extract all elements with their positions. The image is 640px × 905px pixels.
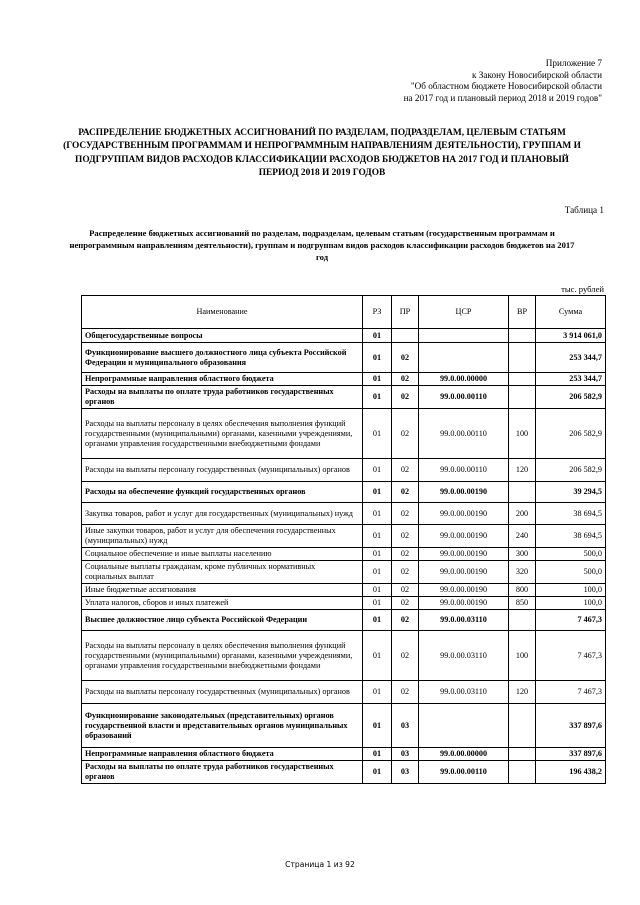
cell-rz: 01 xyxy=(363,561,392,584)
budget-table xyxy=(81,295,606,784)
table-row xyxy=(82,503,606,525)
cell-rz: 01 xyxy=(363,748,392,761)
document-title: РАСПРЕДЕЛЕНИЕ БЮДЖЕТНЫХ АССИГНОВАНИЙ ПО РАЗДЕЛАМ, ПОДРАЗДЕЛАМ, ЦЕЛЕВЫМ СТАТЬЯМ (ГОСУДАРСТВЕННЫМ ПРОГРАММАМ И НЕПРОГРАММНЫМ НАПРАВЛЕНИЯМ ДЕЯТЕЛЬНОСТИ), ГРУППАМ И ПОДГРУППАМ ВИДОВ РАСХОДОВ КЛАССИФИКАЦИИ РАСХОДОВ БЮДЖЕТОВ НА 2017 ГОД И ПЛАНОВЫЙ ПЕРИОД 2018 И 2019 ГОДОВ xyxy=(63,128,581,178)
cell-vr xyxy=(509,610,536,631)
cell-csr: 99.0.00.00000 xyxy=(419,748,509,761)
table-header-row xyxy=(82,296,606,329)
cell-sum: 337 897,6 xyxy=(536,748,606,761)
header-csr: ЦСР xyxy=(419,296,509,329)
cell-rz: 01 xyxy=(363,329,392,343)
table-row xyxy=(82,525,606,548)
cell-csr xyxy=(419,704,509,748)
cell-vr xyxy=(509,329,536,343)
cell-rz: 01 xyxy=(363,548,392,561)
cell-name: Расходы на выплаты персоналу в целях обеспечения выполнения функций государственными (муниципальными) органами, казенными учреждениями, органами управления государственными внебюджетными фондами xyxy=(82,631,363,681)
cell-pr: 02 xyxy=(392,631,419,681)
cell-vr: 100 xyxy=(509,631,536,681)
table-row xyxy=(82,548,606,561)
cell-csr: 99.0.00.00190 xyxy=(419,525,509,548)
cell-vr xyxy=(509,704,536,748)
table-row xyxy=(82,631,606,681)
cell-rz: 01 xyxy=(363,386,392,409)
table-row xyxy=(82,597,606,610)
appendix-line: Приложение 7 xyxy=(545,58,602,68)
table-row xyxy=(82,386,606,409)
cell-pr: 02 xyxy=(392,525,419,548)
cell-name: Непрограммные направления областного бюджета xyxy=(82,748,363,761)
appendix-line: "Об областном бюджете Новосибирской области xyxy=(410,81,602,92)
cell-name: Иные закупки товаров, работ и услуг для обеспечения государственных (муниципальных) нужд xyxy=(82,525,363,548)
cell-pr: 02 xyxy=(392,373,419,386)
header-pr: ПР xyxy=(392,296,419,329)
table-row xyxy=(82,459,606,482)
cell-sum: 7 467,3 xyxy=(536,631,606,681)
cell-pr: 02 xyxy=(392,561,419,584)
cell-pr: 03 xyxy=(392,748,419,761)
cell-csr: 99.0.00.00110 xyxy=(419,386,509,409)
cell-csr: 99.0.00.00190 xyxy=(419,597,509,610)
cell-rz: 01 xyxy=(363,409,392,459)
cell-rz: 01 xyxy=(363,681,392,704)
cell-pr: 03 xyxy=(392,704,419,748)
cell-sum: 39 294,5 xyxy=(536,482,606,503)
cell-csr xyxy=(419,343,509,373)
cell-vr: 800 xyxy=(509,584,536,597)
cell-sum: 337 897,6 xyxy=(536,704,606,748)
cell-csr: 99.0.00.03110 xyxy=(419,681,509,704)
header-name: Наименование xyxy=(82,296,363,329)
units-label: тыс. рублей xyxy=(561,284,604,294)
cell-name: Расходы на выплаты по оплате труда работников государственных органов xyxy=(82,386,363,409)
cell-name: Непрограммные направления областного бюджета xyxy=(82,373,363,386)
cell-rz: 01 xyxy=(363,584,392,597)
cell-pr: 02 xyxy=(392,503,419,525)
cell-vr xyxy=(509,482,536,503)
cell-sum: 253 344,7 xyxy=(536,343,606,373)
cell-csr xyxy=(419,329,509,343)
table-row xyxy=(82,610,606,631)
cell-csr: 99.0.00.00190 xyxy=(419,548,509,561)
table-title: Распределение бюджетных ассигнований по разделам, подразделам, целевым статьям (государственным программам и непрограммным направлениям деятельности), группам и подгруппам видов расходов классификации расходов бюджетов на 2017 год xyxy=(69,228,575,262)
table-row xyxy=(82,681,606,704)
cell-sum: 206 582,9 xyxy=(536,409,606,459)
cell-pr: 02 xyxy=(392,482,419,503)
cell-sum: 196 438,2 xyxy=(536,761,606,784)
page-footer: Страница 1 из 92 xyxy=(285,860,355,869)
appendix-block xyxy=(302,58,602,104)
cell-pr: 02 xyxy=(392,343,419,373)
cell-csr: 99.0.00.00000 xyxy=(419,373,509,386)
cell-sum: 7 467,3 xyxy=(536,681,606,704)
cell-csr: 99.0.00.00110 xyxy=(419,409,509,459)
cell-name: Иные бюджетные ассигнования xyxy=(82,584,363,597)
cell-pr xyxy=(392,329,419,343)
cell-vr xyxy=(509,748,536,761)
table-row xyxy=(82,343,606,373)
cell-pr: 02 xyxy=(392,409,419,459)
cell-rz: 01 xyxy=(363,343,392,373)
cell-sum: 253 344,7 xyxy=(536,373,606,386)
table-row xyxy=(82,561,606,584)
cell-sum: 38 694,5 xyxy=(536,503,606,525)
cell-vr xyxy=(509,373,536,386)
cell-name: Функционирование высшего должностного лица субъекта Российской Федерации и муниципального образования xyxy=(82,343,363,373)
cell-csr: 99.0.00.00190 xyxy=(419,482,509,503)
cell-sum: 206 582,9 xyxy=(536,459,606,482)
header-rz: РЗ xyxy=(363,296,392,329)
cell-vr: 300 xyxy=(509,548,536,561)
cell-rz: 01 xyxy=(363,482,392,503)
cell-name: Расходы на выплаты по оплате труда работников государственных органов xyxy=(82,761,363,784)
table-row xyxy=(82,373,606,386)
cell-csr: 99.0.00.00190 xyxy=(419,584,509,597)
table-number: Таблица 1 xyxy=(564,205,604,215)
cell-sum: 206 582,9 xyxy=(536,386,606,409)
cell-sum: 3 914 061,0 xyxy=(536,329,606,343)
cell-rz: 01 xyxy=(363,525,392,548)
cell-rz: 01 xyxy=(363,610,392,631)
cell-sum: 7 467,3 xyxy=(536,610,606,631)
cell-name: Расходы на выплаты персоналу государственных (муниципальных) органов xyxy=(82,681,363,704)
cell-name: Расходы на обеспечение функций государственных органов xyxy=(82,482,363,503)
cell-sum: 500,0 xyxy=(536,561,606,584)
cell-pr: 02 xyxy=(392,610,419,631)
cell-name: Высшее должностное лицо субъекта Российской Федерации xyxy=(82,610,363,631)
cell-vr: 120 xyxy=(509,681,536,704)
cell-vr xyxy=(509,386,536,409)
table-row xyxy=(82,748,606,761)
cell-sum: 500,0 xyxy=(536,548,606,561)
cell-rz: 01 xyxy=(363,373,392,386)
cell-rz: 01 xyxy=(363,631,392,681)
cell-pr: 02 xyxy=(392,548,419,561)
cell-pr: 02 xyxy=(392,584,419,597)
cell-sum: 38 694,5 xyxy=(536,525,606,548)
cell-name: Уплата налогов, сборов и иных платежей xyxy=(82,597,363,610)
cell-vr: 850 xyxy=(509,597,536,610)
cell-csr: 99.0.00.03110 xyxy=(419,610,509,631)
cell-csr: 99.0.00.03110 xyxy=(419,631,509,681)
appendix-line: к Закону Новосибирской области xyxy=(472,69,602,80)
cell-vr xyxy=(509,761,536,784)
cell-rz: 01 xyxy=(363,459,392,482)
cell-rz: 01 xyxy=(363,597,392,610)
cell-name: Функционирование законодательных (представительных) органов государственной власти и представительных органов муниципальных образований xyxy=(82,704,363,748)
table-row xyxy=(82,409,606,459)
table-row xyxy=(82,482,606,503)
cell-name: Социальное обеспечение и иные выплаты населению xyxy=(82,548,363,561)
cell-rz: 01 xyxy=(363,761,392,784)
cell-vr: 100 xyxy=(509,409,536,459)
table-row xyxy=(82,704,606,748)
cell-pr: 02 xyxy=(392,459,419,482)
cell-pr: 03 xyxy=(392,761,419,784)
cell-csr: 99.0.00.00110 xyxy=(419,761,509,784)
header-sum: Сумма xyxy=(536,296,606,329)
cell-sum: 100,0 xyxy=(536,597,606,610)
cell-name: Расходы на выплаты персоналу в целях обеспечения выполнения функций государственными (муниципальными) органами, казенными учреждениями, органами управления государственными внебюджетными фондами xyxy=(82,409,363,459)
cell-vr: 320 xyxy=(509,561,536,584)
appendix-line: на 2017 год и плановый период 2018 и 2019 годов" xyxy=(403,92,602,103)
cell-csr: 99.0.00.00190 xyxy=(419,561,509,584)
header-vr: ВР xyxy=(509,296,536,329)
cell-csr: 99.0.00.00190 xyxy=(419,503,509,525)
table-row xyxy=(82,329,606,343)
cell-name: Расходы на выплаты персоналу государственных (муниципальных) органов xyxy=(82,459,363,482)
cell-name: Общегосударственные вопросы xyxy=(82,329,363,343)
cell-vr: 240 xyxy=(509,525,536,548)
cell-rz: 01 xyxy=(363,503,392,525)
cell-rz: 01 xyxy=(363,704,392,748)
cell-vr: 200 xyxy=(509,503,536,525)
table-row xyxy=(82,761,606,784)
cell-vr: 120 xyxy=(509,459,536,482)
cell-vr xyxy=(509,343,536,373)
cell-pr: 02 xyxy=(392,386,419,409)
cell-name: Закупка товаров, работ и услуг для государственных (муниципальных) нужд xyxy=(82,503,363,525)
cell-csr: 99.0.00.00110 xyxy=(419,459,509,482)
table-row xyxy=(82,584,606,597)
cell-sum: 100,0 xyxy=(536,584,606,597)
cell-name: Социальные выплаты гражданам, кроме публичных нормативных социальных выплат xyxy=(82,561,363,584)
cell-pr: 02 xyxy=(392,597,419,610)
cell-pr: 02 xyxy=(392,681,419,704)
